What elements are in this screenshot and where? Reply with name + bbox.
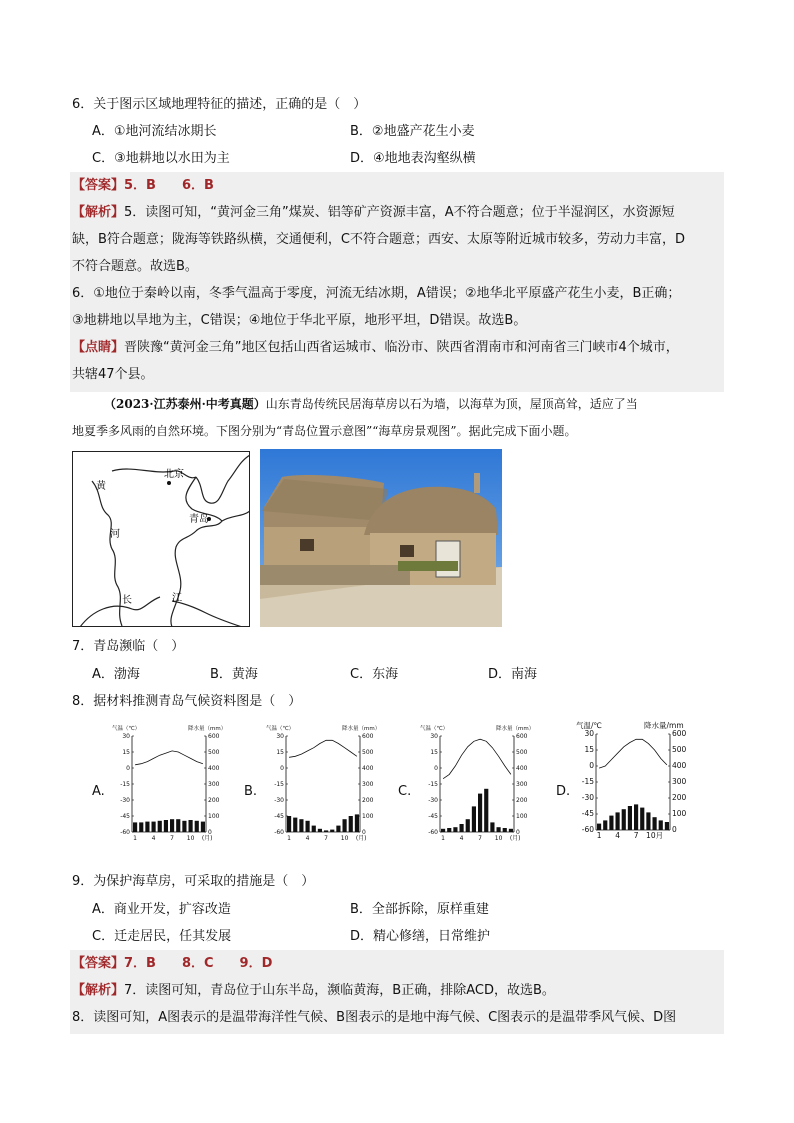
climate-chart-svg (264, 722, 382, 842)
q9-option-b: B．全部拆除，原样重建 (350, 902, 489, 917)
q8-option-d: D. (556, 784, 571, 799)
temp-tick-label: 30 (584, 729, 594, 738)
answer-text-2: 7．B 8．C 9．D (124, 956, 273, 971)
temp-tick-label: 0 (280, 765, 284, 772)
precip-tick-label: 400 (208, 765, 220, 772)
temp-tick-label: 0 (434, 765, 438, 772)
precip-bar (139, 822, 143, 832)
temp-tick-label: -45 (581, 809, 594, 818)
answer-text: 5．B 6．B (124, 178, 214, 193)
month-tick-label: 7 (478, 835, 482, 842)
month-unit-label: (月) (509, 835, 521, 842)
precip-tick-label: 0 (672, 825, 677, 834)
temp-axis-label: 气温（℃） (266, 726, 295, 732)
precip-tick-label: 600 (362, 733, 374, 740)
q7-stem: 7．青岛濒临（ ） (72, 639, 185, 654)
precip-bar (176, 819, 180, 832)
exp1-line1: 5．读图可知，“黄河金三角”煤炭、铝等矿产资源丰富，A不符合题意；位于半湿润区，水资源短 (124, 205, 675, 220)
precip-bar (195, 821, 199, 832)
q8-stem: 8．据材料推测青岛气候资料图是（ ） (72, 694, 302, 709)
climate-chart-svg (110, 722, 228, 842)
precip-bar (484, 789, 488, 832)
precip-tick-label: 200 (208, 797, 220, 804)
exp2-line2: 8．读图可知，A图表示的是温带海洋性气候、B图表示的是地中海气候、C图表示的是温带季风气候、D图 (72, 1010, 677, 1025)
precip-bar (189, 820, 193, 832)
temp-tick-label: 15 (276, 749, 284, 756)
precip-bar (634, 804, 638, 830)
label-qingdao: 青岛 (189, 514, 209, 525)
temp-axis-label: 气温（℃） (112, 726, 141, 732)
temp-tick-label: 0 (589, 761, 594, 770)
month-unit-label: (月) (355, 835, 367, 842)
q9-option-c: C．迁走居民，任其发展 (92, 929, 232, 944)
precip-bar (665, 822, 669, 830)
precip-bar (343, 819, 347, 832)
precip-bar (646, 812, 650, 830)
precip-tick-label: 400 (516, 765, 528, 772)
temp-tick-label: -30 (581, 793, 594, 802)
temp-tick-label: -60 (120, 829, 130, 836)
precip-bar (609, 816, 613, 830)
q6-option-c: C．③地耕地以水田为主 (92, 151, 230, 166)
q7-option-a: A．渤海 (92, 667, 140, 682)
precip-bar (330, 830, 334, 832)
temp-tick-label: -15 (581, 777, 594, 786)
temp-tick-label: -15 (428, 781, 438, 788)
climate-chart-b (264, 722, 382, 846)
intro-line1 (104, 391, 638, 418)
label-beijing: 北京 (164, 469, 184, 480)
temp-tick-label: 15 (122, 749, 130, 756)
month-tick-label: 1 (441, 835, 445, 842)
qingdao-location-map (72, 451, 250, 627)
month-tick-label: 10 (186, 835, 195, 842)
precip-bar (653, 817, 657, 830)
precip-axis-label: 降水量（mm） (188, 726, 227, 732)
temp-tick-label: -30 (428, 797, 438, 804)
q7-option-c: C．东海 (350, 667, 399, 682)
precip-tick-label: 100 (672, 809, 687, 818)
temp-tick-label: -15 (274, 781, 284, 788)
label-huang: 黄 (96, 481, 106, 492)
precip-bar (453, 827, 457, 832)
climate-chart-svg (574, 720, 692, 840)
precip-tick-label: 600 (672, 729, 687, 738)
precip-tick-label: 200 (362, 797, 374, 804)
q8-option-b: B. (244, 784, 258, 799)
temp-tick-label: -60 (428, 829, 438, 836)
precip-bar (466, 819, 470, 832)
precip-bar (478, 794, 482, 832)
q7-option-b: B．黄海 (210, 667, 258, 682)
q9-option-d: D．精心修缮，日常维护 (350, 929, 491, 944)
precip-tick-label: 200 (516, 797, 528, 804)
exp1-line2: 缺，B符合题意；陇海等铁路纵横，交通便利，C不符合题意；西安、太原等附近城市较多，劳动力丰富，D (72, 232, 686, 247)
precip-bar (299, 819, 303, 832)
precip-bar (628, 806, 632, 830)
tip-line1: 晋陕豫“黄河金三角”地区包括山西省运城市、临汾市、陕西省渭南市和河南省三门峡市4个城市， (124, 340, 679, 355)
precip-bar (503, 828, 507, 832)
precip-tick-label: 300 (672, 777, 687, 786)
precip-axis-label: 降水量/mm (644, 721, 684, 730)
precip-bar (158, 821, 162, 832)
intro-source: （2023·江苏泰州·中考真题） (104, 397, 266, 411)
exp2-line1: 7．读图可知，青岛位于山东半岛，濒临黄海，B正确，排除ACD，故选B。 (124, 983, 555, 998)
precip-tick-label: 100 (516, 813, 528, 820)
temp-axis-label: 气温/℃ (576, 721, 602, 730)
exp1-line5: ③地耕地以旱地为主，C错误；④地位于华北平原，地形平坦，D错误。故选B。 (72, 313, 527, 328)
precip-tick-label: 500 (362, 749, 374, 756)
precip-tick-label: 0 (516, 829, 520, 836)
month-tick-label: 4 (305, 835, 310, 842)
tip-tag: 【点睛】 (72, 340, 125, 355)
q9-option-a: A．商业开发，扩容改造 (92, 902, 231, 917)
temp-tick-label: -45 (120, 813, 130, 820)
precip-bar (603, 820, 607, 830)
temp-tick-label: -30 (120, 797, 130, 804)
precip-tick-label: 400 (362, 765, 374, 772)
temp-tick-label: -15 (120, 781, 130, 788)
temp-tick-label: -30 (274, 797, 284, 804)
precip-bar (497, 827, 501, 832)
tip-line2: 共辖47个县。 (72, 367, 154, 382)
explanation-tag: 【解析】 (72, 205, 125, 220)
precip-bar (152, 822, 156, 832)
precip-tick-label: 600 (516, 733, 528, 740)
q6-stem: 6．关于图示区域地理特征的描述，正确的是（ ） (72, 97, 367, 112)
month-tick-label: 10 (340, 835, 349, 842)
q9-stem: 9．为保护海草房，可采取的措施是（ ） (72, 874, 315, 889)
q6-option-d: D．④地地表沟壑纵横 (350, 151, 476, 166)
explanation-2 (72, 977, 728, 1031)
precip-bar (441, 829, 445, 832)
q8-option-a: A. (92, 784, 105, 799)
precip-bar (659, 820, 663, 830)
intro-text1: 山东青岛传统民居海草房以石为墙，以海草为顶，屋顶高耸，适应了当 (265, 397, 638, 411)
precip-bar (597, 824, 601, 830)
temp-tick-label: 15 (430, 749, 438, 756)
precip-bar (201, 822, 205, 832)
precip-bar (182, 821, 186, 832)
answer-1 (72, 172, 214, 199)
month-tick-label: 7 (324, 835, 328, 842)
temp-tick-label: -60 (274, 829, 284, 836)
precip-tick-label: 300 (362, 781, 374, 788)
month-tick-label: 4 (459, 835, 464, 842)
precip-bar (324, 830, 328, 832)
temp-axis-label: 气温（℃） (420, 726, 449, 732)
precip-tick-label: 400 (672, 761, 687, 770)
precip-bar (640, 808, 644, 830)
temp-tick-label: 30 (276, 733, 284, 740)
precip-bar (460, 824, 464, 832)
precip-bar (349, 816, 353, 832)
climate-chart-a (110, 722, 228, 846)
precip-bar (490, 822, 494, 832)
temp-tick-label: -60 (581, 825, 594, 834)
month-tick-label: 1 (133, 835, 137, 842)
precip-bar (355, 814, 359, 832)
month-tick-label: 1 (287, 835, 291, 842)
precip-bar (622, 809, 626, 830)
precip-tick-label: 300 (516, 781, 528, 788)
answer-2 (72, 950, 272, 977)
precip-bar (472, 806, 476, 832)
temp-tick-label: 0 (126, 765, 130, 772)
month-tick-label: 7 (170, 835, 174, 842)
temp-line (599, 739, 667, 768)
precip-bar (287, 816, 291, 832)
explanation-1 (72, 199, 728, 388)
beijing-marker (167, 481, 171, 485)
precip-tick-label: 300 (208, 781, 220, 788)
month-tick-label: 10 (494, 835, 503, 842)
temp-line (443, 739, 511, 779)
temp-tick-label: -45 (274, 813, 284, 820)
precip-tick-label: 100 (362, 813, 374, 820)
exp1-line3: 不符合题意。故选B。 (72, 259, 198, 274)
seaweed-house-photo (260, 449, 502, 627)
intro-line2: 地夏季多风雨的自然环境。下图分别为“青岛位置示意图”“海草房景观图”。据此完成下面小题。 (72, 424, 577, 438)
precip-bar (293, 818, 297, 832)
precip-bar (312, 826, 316, 832)
precip-bar (447, 828, 451, 832)
q7-option-d: D．南海 (488, 667, 538, 682)
answer-tag-2: 【答案】 (72, 956, 125, 971)
month-tick-label: 10月 (646, 831, 664, 840)
precip-bar (616, 812, 620, 830)
temp-line (289, 740, 357, 757)
month-unit-label: (月) (201, 835, 213, 842)
precip-tick-label: 600 (208, 733, 220, 740)
answer-tag: 【答案】 (72, 178, 125, 193)
explanation-tag-2: 【解析】 (72, 983, 125, 998)
precip-bar (170, 819, 174, 832)
precip-bar (164, 820, 168, 832)
precip-tick-label: 500 (208, 749, 220, 756)
temp-tick-label: -45 (428, 813, 438, 820)
precip-tick-label: 0 (362, 829, 366, 836)
precip-tick-label: 0 (208, 829, 212, 836)
precip-bar (336, 826, 340, 832)
exp1-line4: 6．①地位于秦岭以南，冬季气温高于零度，河流无结冰期，A错误；②地华北平原盛产花生小麦，B正确； (72, 286, 681, 301)
q6-option-b: B．②地盛产花生小麦 (350, 124, 475, 139)
precip-axis-label: 降水量（mm） (496, 726, 535, 732)
temp-tick-label: 15 (584, 745, 594, 754)
climate-chart-d (574, 720, 692, 844)
q6-option-a: A．①地河流结冰期长 (92, 124, 217, 139)
precip-tick-label: 500 (672, 745, 687, 754)
precip-bar (306, 821, 310, 832)
climate-chart-c (418, 722, 536, 846)
precip-tick-label: 500 (516, 749, 528, 756)
label-chang: 长 (122, 595, 132, 606)
temp-line (135, 751, 203, 765)
month-tick-label: 4 (615, 831, 620, 840)
temp-tick-label: 30 (122, 733, 130, 740)
month-tick-label: 7 (633, 831, 639, 840)
precip-bar (145, 822, 149, 832)
temp-tick-label: 30 (430, 733, 438, 740)
q8-option-c: C. (398, 784, 412, 799)
label-he: 河 (110, 529, 120, 540)
precip-tick-label: 200 (672, 793, 687, 802)
precip-axis-label: 降水量（mm） (342, 726, 381, 732)
precip-bar (133, 822, 137, 832)
precip-tick-label: 100 (208, 813, 220, 820)
month-tick-label: 1 (596, 831, 602, 840)
precip-bar (318, 829, 322, 832)
label-jiang: 江 (172, 593, 182, 604)
precip-bar (509, 829, 513, 832)
month-tick-label: 4 (151, 835, 156, 842)
climate-chart-svg (418, 722, 536, 842)
